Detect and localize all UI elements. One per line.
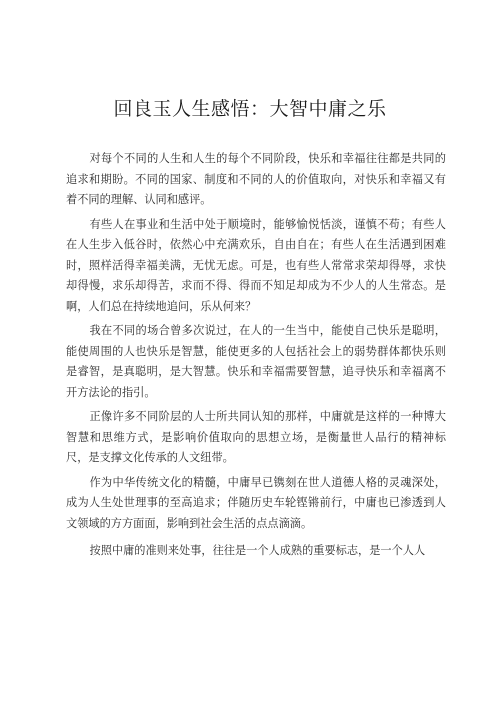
- document-body: [66, 149, 446, 566]
- paragraph-3: 我在不同的场合曾多次说过，在人的一生当中，能使自己快乐是聪明，能使周围的人也快乐是智慧，能使更多的人包括社会上的弱势群体都快乐则是睿智，是真聪明，是大智慧。快乐和幸福需要智慧，追寻快乐和幸福离不开方法论的指引。: [66, 324, 446, 399]
- paragraph-6: 按照中庸的准则来处事，往往是一个人成熟的重要标志，是一个人人: [89, 544, 426, 557]
- document-title: 回良玉人生感悟：大智中庸之乐: [113, 98, 387, 120]
- paragraph-2: 有些人在事业和生活中处于顺境时，能够愉悦恬淡，谨慎不苟；有些人在人生步入低谷时，依然心中充满欢乐，自由自在；有些人在生活遇到困难时，照样活得幸福美满，无忧无虑。可是，也有些人常常求荣却得辱，求快却得慢，求乐却得苦，求而不得、得而不知足却成为不少人的人生常态。是啊，人们总在持续地追问，乐从何来？: [66, 217, 446, 313]
- paragraph-4: 正像许多不同阶层的人士所共同认知的那样，中庸就是这样的一种博大智慧和思维方式，是影响价值取向的思想立场，是衡量世人品行的精神标尺，是支撑文化传承的人文纽带。: [66, 410, 446, 464]
- paragraph-1: 对每个不同的人生和人生的每个不同阶段，快乐和幸福往往都是共同的追求和期盼。不同的国家、制度和不同的人的价值取向，对快乐和幸福又有着不同的理解、认同和感评。: [66, 152, 446, 206]
- paragraph-5: 作为中华传统文化的精髓，中庸早已镌刻在世人道德人格的灵魂深处，成为人生处世理事的至高追求；伴随历史车轮铿锵前行，中庸也已渗透到人文领域的方方面面，影响到社会生活的点点滴滴。: [66, 475, 446, 530]
